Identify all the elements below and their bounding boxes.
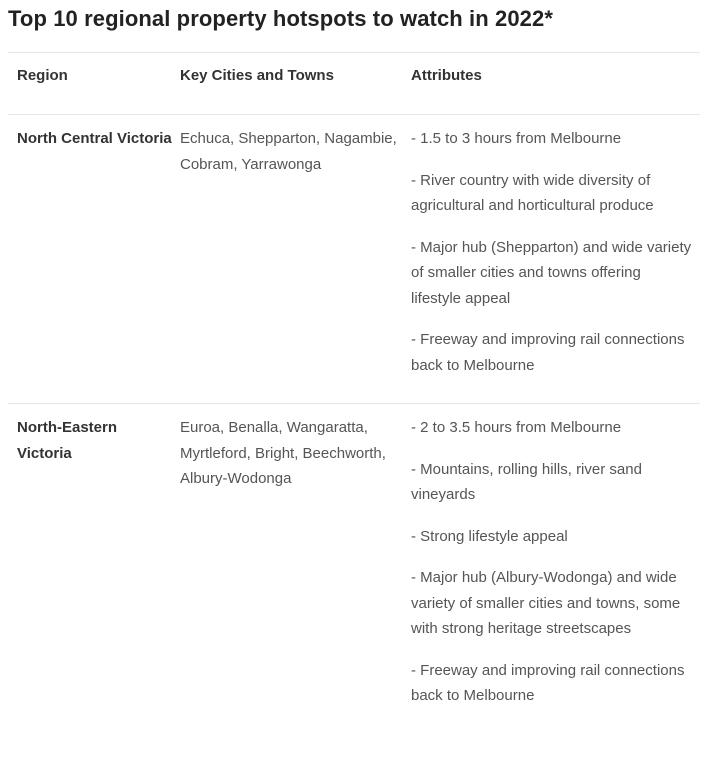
- column-header-region: Region: [17, 67, 68, 84]
- attribute-item: - Freeway and improving rail connections back to Melbourne: [411, 661, 685, 704]
- cities-cell: Echuca, Shepparton, Nagambie, Cobram, Yarrawonga: [180, 130, 397, 173]
- attribute-item: - River country with wide diversity of agricultural and horticultural produce: [411, 171, 654, 214]
- attributes-cell: [411, 415, 700, 760]
- hotspots-table: [8, 52, 700, 760]
- attribute-item: - Major hub (Shepparton) and wide variety of smaller cities and towns offering lifestyle appeal: [411, 238, 692, 307]
- table-row: [8, 114, 700, 403]
- table-header-row: [8, 52, 700, 114]
- attribute-item: - Major hub (Albury-Wodonga) and wide variety of smaller cities and towns, some with strong heritage streetscapes: [411, 569, 681, 637]
- attribute-item: - Strong lifestyle appeal: [411, 527, 568, 545]
- column-header-attributes: Attributes: [411, 67, 482, 84]
- attributes-cell: [411, 126, 700, 403]
- attribute-item: - 1.5 to 3 hours from Melbourne: [411, 130, 622, 147]
- table-row: [8, 403, 700, 760]
- attribute-item: - 2 to 3.5 hours from Melbourne: [411, 419, 622, 436]
- page-title: Top 10 regional property hotspots to watch in 2022*: [8, 6, 554, 31]
- region-cell: North-Eastern Victoria: [17, 419, 118, 462]
- column-header-key-cities: Key Cities and Towns: [180, 67, 334, 84]
- region-cell: North Central Victoria: [17, 130, 172, 147]
- cities-cell: Euroa, Benalla, Wangaratta, Myrtleford, Bright, Beechworth, Albury-Wodonga: [180, 419, 386, 487]
- attribute-item: - Freeway and improving rail connections back to Melbourne: [411, 331, 685, 374]
- attribute-item: - Mountains, rolling hills, river sand vineyards: [411, 460, 642, 503]
